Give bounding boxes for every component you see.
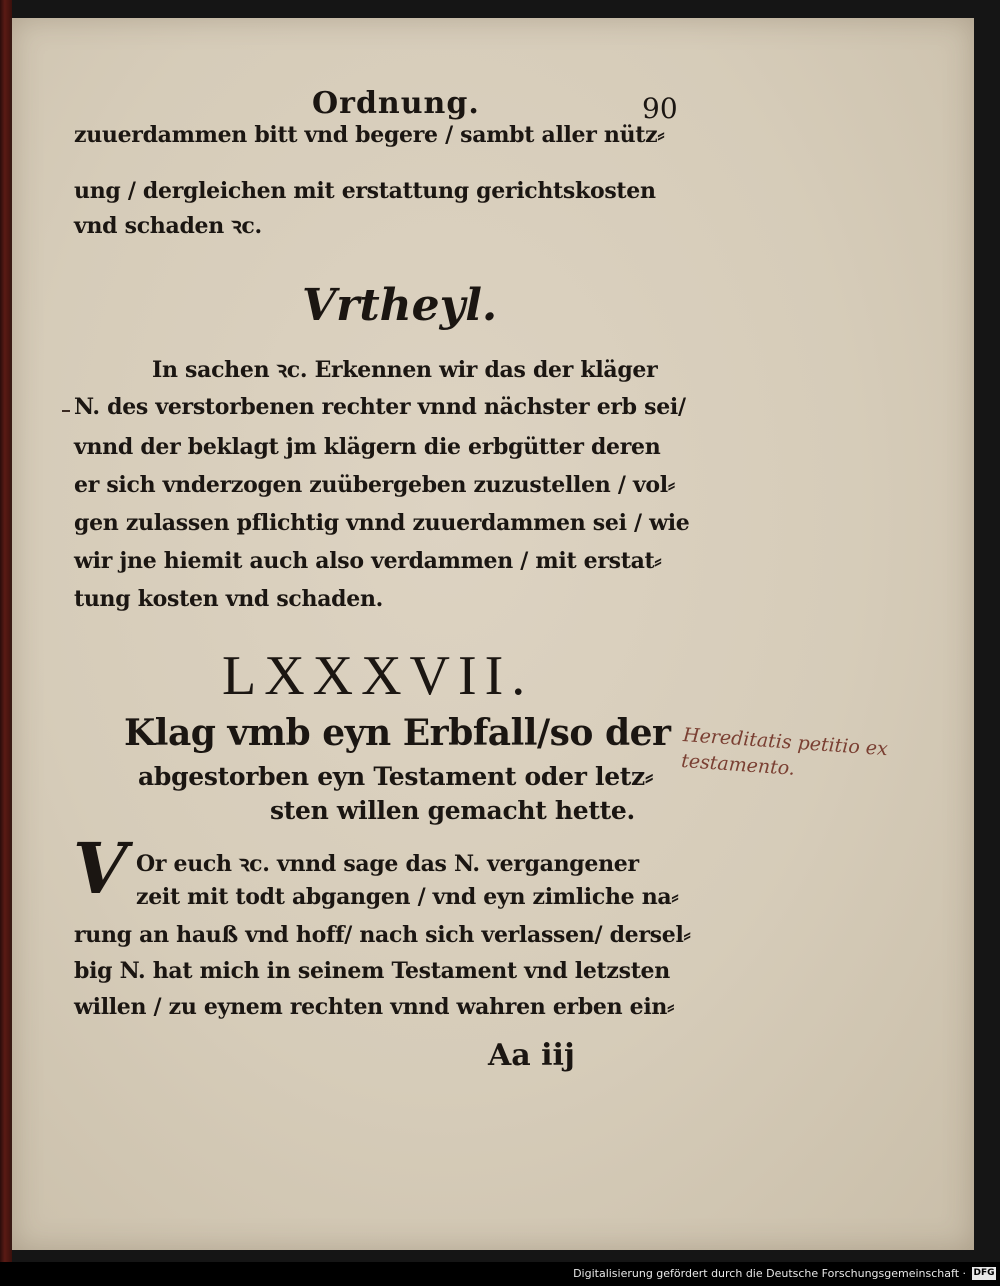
text-line: vnnd der beklagt jm klägern die erbgütter deren	[74, 434, 661, 460]
text-line: willen / zu eynem rechten vnnd wahren erben ein⸗	[74, 994, 675, 1020]
decorated-initial-letter: V	[72, 827, 128, 910]
text-line: tung kosten vnd schaden.	[74, 586, 383, 612]
chapter-subtitle-line: abgestorben eyn Testament oder letz⸗	[138, 762, 653, 791]
text-line: N. des verstorbenen rechter vnnd nächster erb sei/	[74, 394, 686, 420]
text-line: zeit mit todt abgangen / vnd eyn zimliche na⸗	[136, 884, 679, 910]
footer-bar	[0, 1262, 1000, 1286]
chapter-number: LXXXVII.	[222, 645, 534, 707]
text-line: er sich vnderzogen zuübergeben zuzustellen / vol⸗	[74, 472, 675, 498]
margin-tick-mark	[62, 410, 70, 412]
text-line: rung an hauß vnd hoff/ nach sich verlassen/ dersel⸗	[74, 922, 691, 948]
text-line: gen zulassen pflichtig vnnd zuuerdammen sei / wie	[74, 510, 690, 536]
chapter-title: Klag vmb eyn Erbfall/so der	[124, 712, 671, 754]
text-line: wir jne hiemit auch also verdammen / mit erstat⸗	[74, 548, 662, 574]
text-line: big N. hat mich in seinem Testament vnd letzsten	[74, 958, 670, 984]
text-line: Or euch ꝛc. vnnd sage das N. vergangener	[136, 851, 639, 877]
text-line: zuuerdammen bitt vnd begere / sambt aller nütz⸗	[74, 122, 665, 148]
handwritten-margin-note: Hereditatis petitio ex testamento.	[680, 723, 889, 780]
running-head: Ordnung.	[312, 86, 480, 121]
funding-credit: Digitalisierung gefördert durch die Deutsche Forschungsgemeinschaft ·	[573, 1267, 966, 1280]
page-number: 90	[642, 92, 678, 125]
text-line: ung / dergleichen mit erstattung gerichtskosten	[74, 178, 656, 204]
section-heading-urteil: Vrtheyl.	[302, 280, 498, 331]
text-line: vnd schaden ꝛc.	[74, 213, 262, 239]
text-line: In sachen ꝛc. Erkennen wir das der kläger	[152, 357, 658, 383]
book-page	[10, 18, 974, 1250]
chapter-subtitle-line: sten willen gemacht hette.	[270, 796, 635, 825]
dfg-logo-icon: DFG	[973, 1268, 995, 1278]
signature-mark: Aa iij	[488, 1038, 575, 1073]
